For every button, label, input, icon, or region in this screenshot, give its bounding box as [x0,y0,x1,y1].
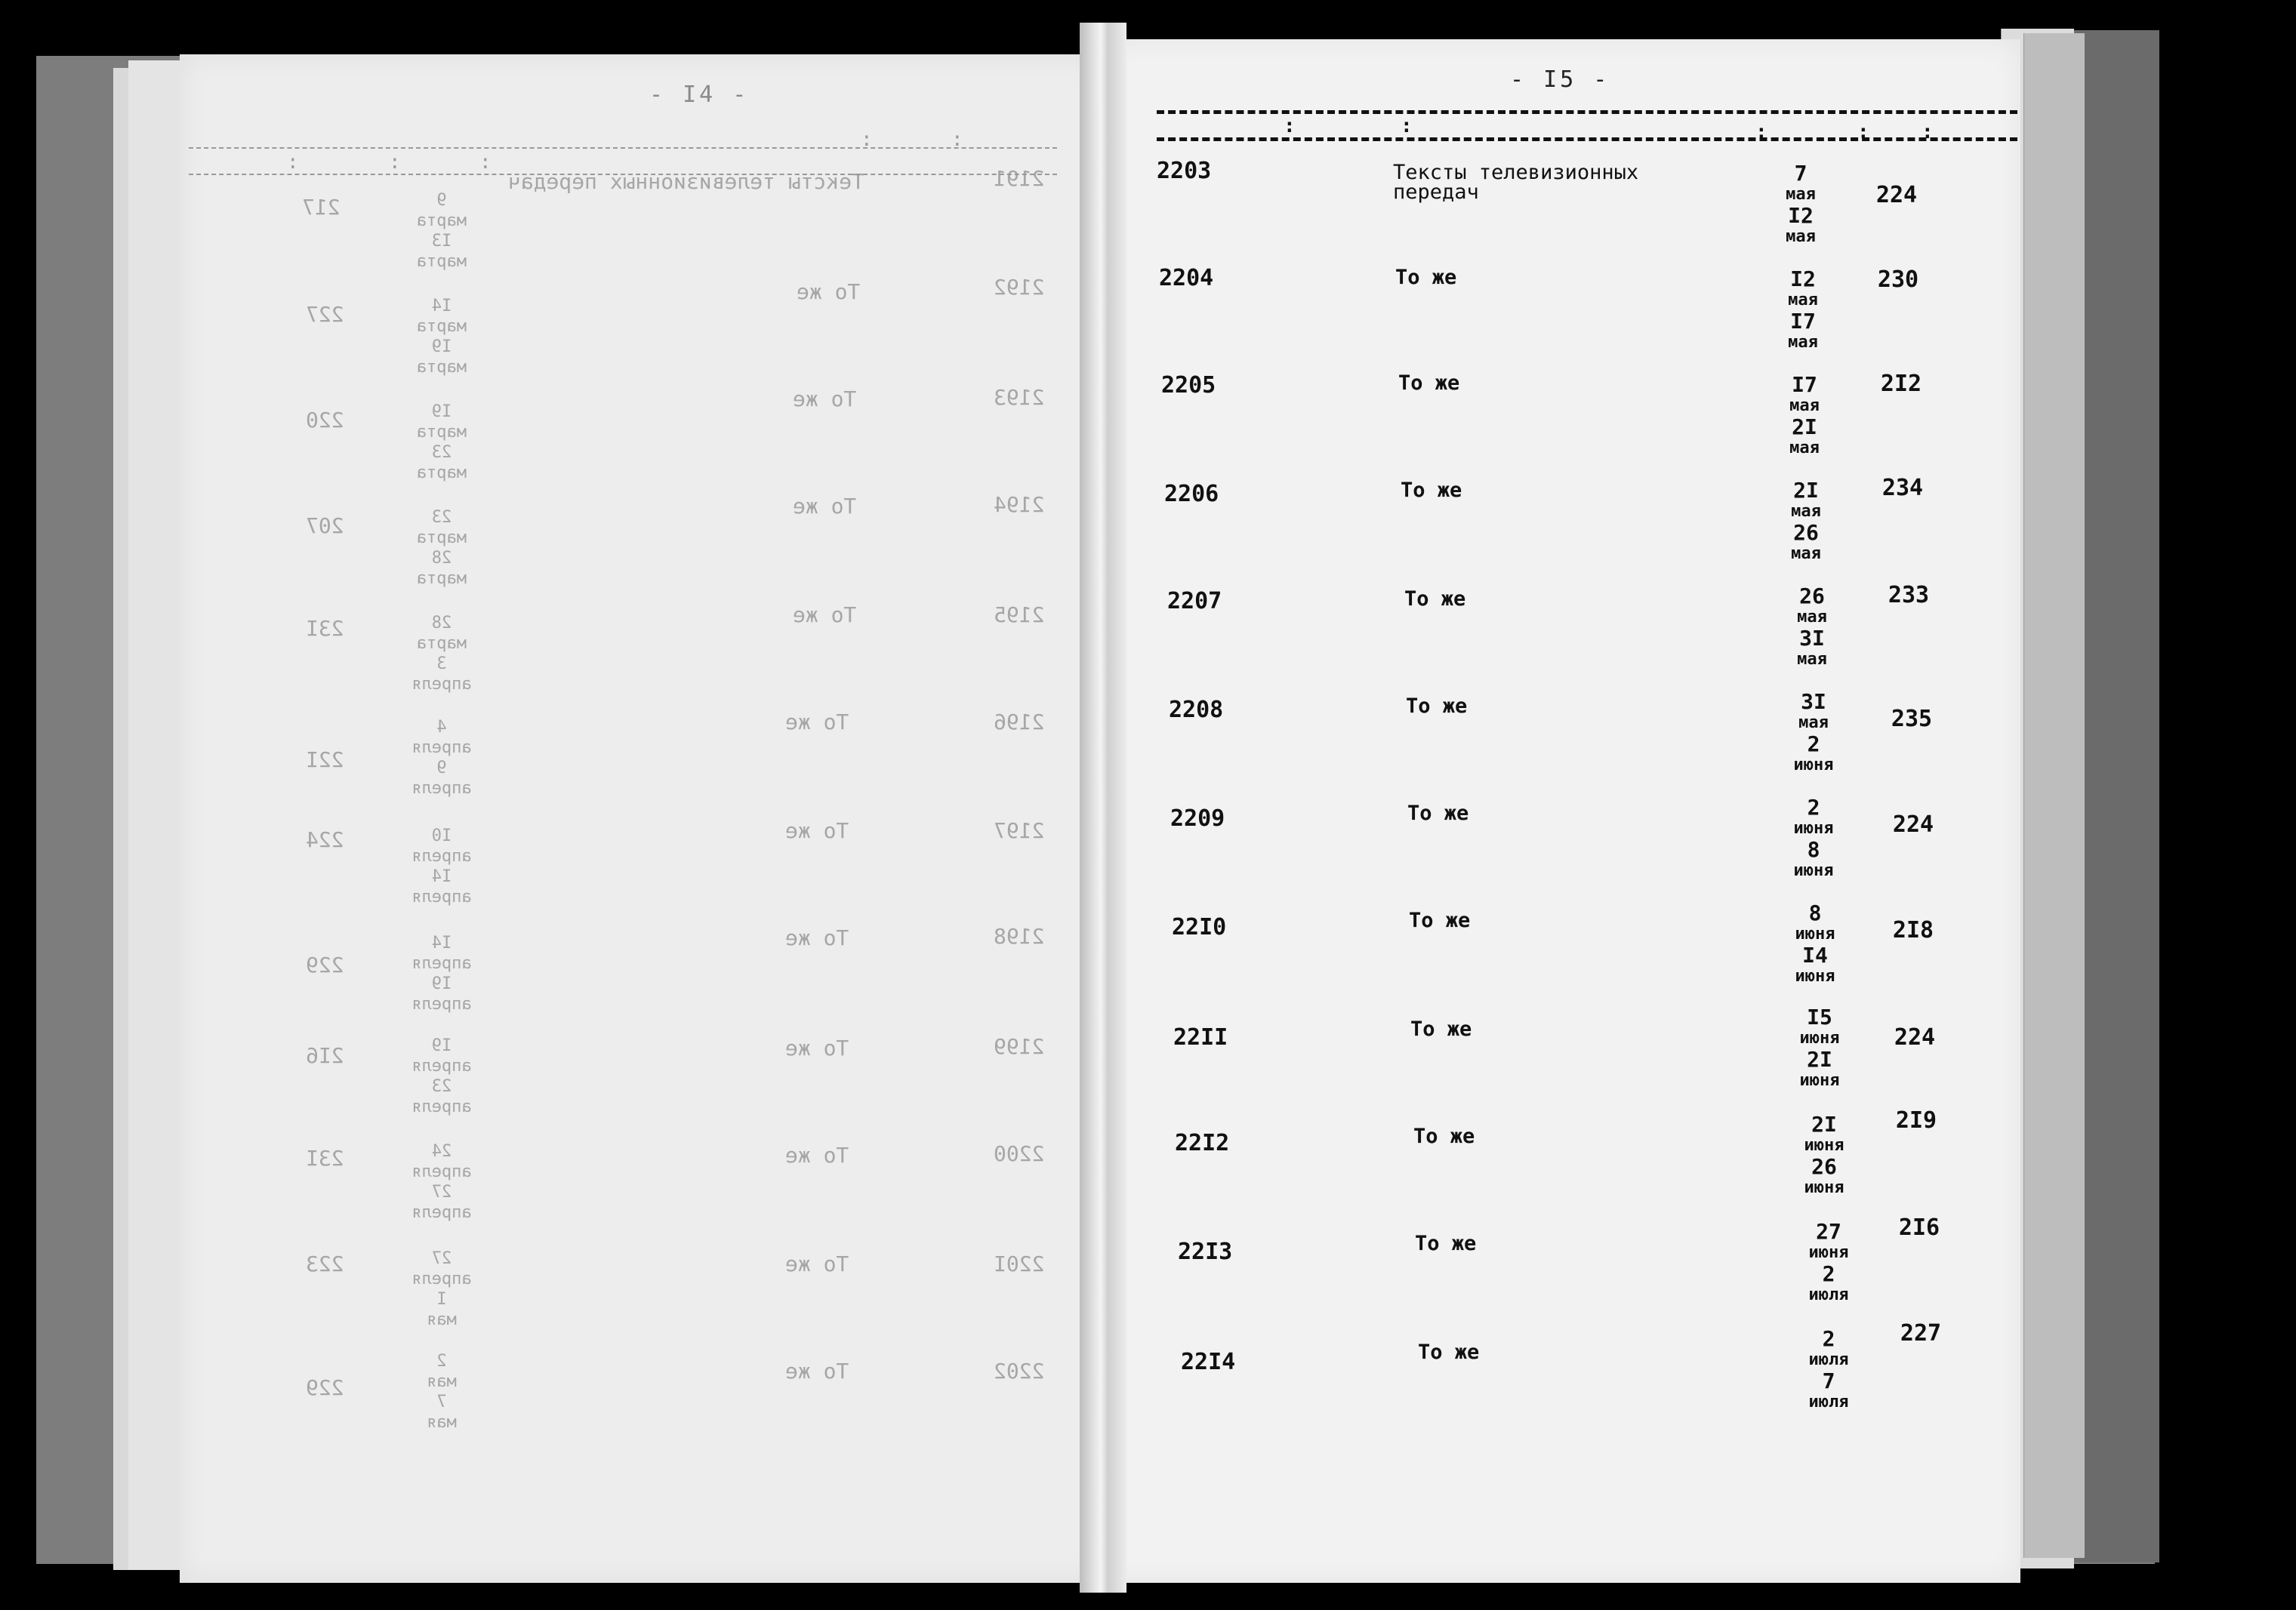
file-number: 2208 [1169,697,1224,723]
date-range: 3I мая 2 июня [1793,689,1834,774]
file-description: Тексты телевизионных передач [1393,161,1639,204]
file-number: 2209 [1170,805,1225,832]
date-range: 2I июня 26 июня [1804,1112,1845,1197]
left-row-pages: 23I [306,616,344,641]
page-count: 224 [1892,811,1934,838]
left-row-pages: 229 [306,953,344,977]
left-row-dates: I9 апреля 23 апреля [411,1036,472,1116]
page-count: 2I2 [1880,371,1922,397]
page-count: 235 [1891,706,1933,732]
left-row-description: То же [785,1359,849,1384]
left-row-pages: 23I [306,1146,344,1171]
left-row-pages: 224 [306,827,344,852]
file-number: 2206 [1164,481,1219,507]
right-header-separator: : [1755,121,1767,143]
date-range: 2 июня 8 июня [1793,795,1834,880]
left-row-dates: I4 марта I9 марта [416,297,467,377]
file-number: 22I0 [1172,914,1227,940]
left-page-number: - I4 - [649,82,750,108]
left-row-number: 2200 [994,1141,1045,1166]
right-header-separator: : [1401,115,1413,137]
file-description: То же [1407,802,1469,825]
file-description: То же [1398,371,1460,395]
page-count: 230 [1877,266,1919,293]
left-row-description: То же [785,710,849,734]
date-range: 26 мая 3I мая [1797,583,1827,669]
left-row-number: 2191 [994,166,1045,191]
page-count: 2I9 [1895,1107,1937,1134]
left-row-dates: 28 марта 3 апреля [411,614,472,694]
left-row-description: То же [785,1143,849,1168]
left-row-description: То же [793,494,857,519]
file-number: 2204 [1159,265,1214,291]
right-header-separator: : [1284,115,1296,137]
book-gutter [1080,23,1126,1593]
right-header-rule-top [1157,110,2017,114]
file-number: 22I3 [1178,1239,1233,1265]
file-description: То же [1395,266,1457,289]
page-count: 233 [1888,582,1930,608]
left-row-pages: 217 [302,195,341,220]
left-row-description: То же [793,602,857,627]
left-row-pages: 229 [306,1375,344,1400]
left-row-dates: 24 апреля 27 апреля [411,1142,472,1222]
left-row-dates: 4 апреля 9 апреля [411,718,472,798]
left-page [180,54,1102,1583]
left-row-description: То же [785,1036,849,1061]
date-range: I5 июня 2I июня [1799,1005,1840,1090]
left-row-number: 2197 [994,818,1045,843]
date-range: 27 июня 2 июля [1808,1219,1849,1304]
left-row-pages: 22I [306,747,344,772]
left-row-number: 220I [994,1251,1045,1276]
left-header-separator: : [861,128,873,151]
left-header-separator: : [951,128,963,151]
page-count: 224 [1894,1024,1936,1051]
file-description: То же [1415,1232,1477,1255]
left-header-separator: : [287,151,299,174]
left-row-number: 2192 [994,275,1045,300]
left-row-pages: 223 [306,1251,344,1276]
left-row-number: 2199 [994,1034,1045,1059]
left-header-separator: : [389,151,401,174]
left-row-dates: 2 мая 7 мая [427,1352,457,1432]
page-count: 2I8 [1892,917,1934,944]
date-range: 7 мая I2 мая [1786,161,1816,246]
left-header-rule-top [189,147,1057,149]
file-number: 2203 [1157,158,1212,184]
left-row-pages: 207 [306,513,344,538]
date-range: 2I мая 26 мая [1791,478,1821,563]
left-row-description: То же [797,279,861,304]
right-header-separator: : [1857,121,1869,143]
left-row-dates: 23 марта 28 марта [416,508,467,588]
page-count: 227 [1900,1320,1942,1347]
right-page-stack-edge [2023,33,2085,1558]
left-row-description: То же [785,925,849,950]
left-row-number: 2194 [994,492,1045,517]
file-number: 2207 [1167,588,1222,614]
left-row-description: То же [785,1251,849,1276]
file-description: То же [1409,909,1471,932]
right-page-number: - I5 - [1510,66,1610,93]
file-description: То же [1406,694,1468,718]
file-number: 2205 [1161,372,1216,399]
left-row-dates: I4 апреля I9 апреля [411,934,472,1014]
left-header-separator: : [479,151,492,174]
left-row-description: То же [785,818,849,843]
date-range: 2 июля 7 июля [1808,1326,1849,1411]
left-row-dates: 9 марта I3 марта [416,191,467,271]
file-number: 22I4 [1181,1349,1236,1375]
left-row-dates: I9 марта 23 марта [416,402,467,482]
left-row-pages: 2I6 [306,1043,344,1068]
date-range: I2 мая I7 мая [1788,266,1818,352]
page-count: 224 [1875,182,1918,208]
left-row-number: 2202 [994,1359,1045,1384]
right-header-rule-bottom [1157,137,2017,141]
page-count: 2I6 [1898,1214,1940,1241]
file-description: То же [1401,479,1462,502]
right-header-separator: : [1922,121,1934,143]
left-ghost-title: Тексты телевизионных передач [507,169,864,194]
left-row-description: То же [793,386,857,411]
left-row-dates: I0 апреля I4 апреля [411,827,472,907]
file-description: То же [1413,1125,1475,1148]
left-row-number: 2193 [994,385,1045,410]
left-row-number: 2198 [994,924,1045,949]
date-range: I7 мая 2I мая [1789,372,1820,457]
file-description: То же [1418,1341,1480,1364]
page-count: 234 [1881,475,1924,501]
left-row-number: 2196 [994,710,1045,734]
file-description: То же [1410,1017,1472,1041]
left-row-pages: 220 [306,408,344,433]
file-description: То же [1404,587,1466,611]
date-range: 8 июня I4 июня [1795,900,1835,986]
file-number: 22I2 [1175,1130,1230,1156]
left-row-pages: 227 [306,302,344,327]
left-row-dates: 27 апреля I мая [411,1249,472,1329]
file-number: 22II [1173,1024,1228,1051]
left-row-number: 2195 [994,602,1045,627]
